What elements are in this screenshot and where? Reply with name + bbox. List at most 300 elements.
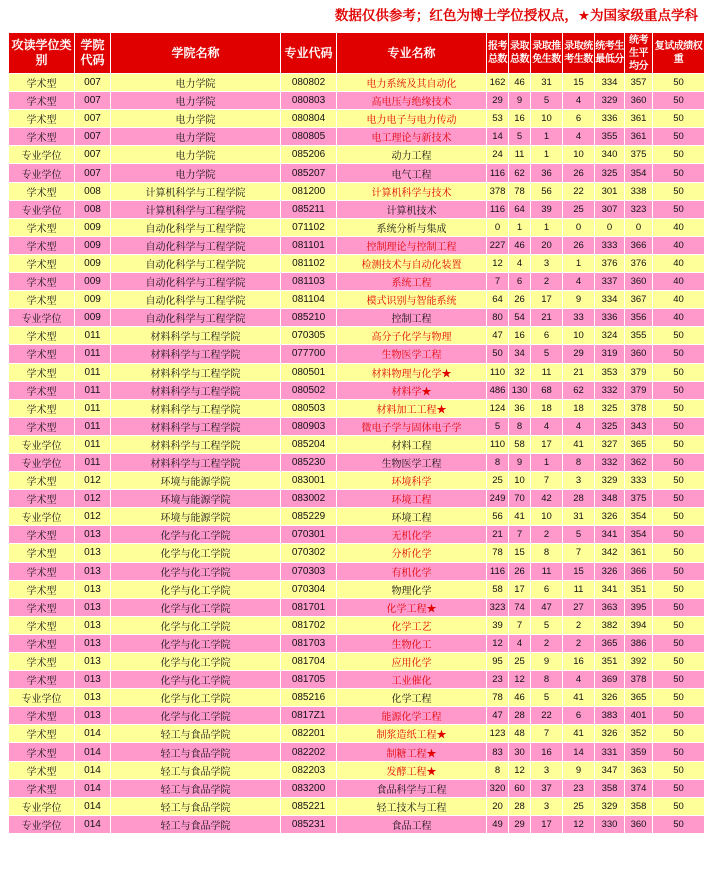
cell-degree-type: 学术型 [9,74,75,92]
cell-avg-score: 366 [625,562,653,580]
cell-admitted-recommended: 6 [531,327,563,345]
cell-admitted: 25 [509,653,531,671]
cell-admitted: 64 [509,200,531,218]
cell-avg-score: 379 [625,381,653,399]
cell-college-code: 007 [75,128,111,146]
cell-admitted-recommended: 7 [531,472,563,490]
cell-admitted: 46 [509,689,531,707]
cell-college-code: 011 [75,435,111,453]
cell-retest-weight: 50 [653,381,705,399]
cell-min-score: 325 [595,164,625,182]
cell-retest-weight: 50 [653,417,705,435]
cell-major-name: 化学工艺 [337,616,487,634]
cell-avg-score: 359 [625,743,653,761]
cell-min-score: 334 [595,74,625,92]
cell-major-code: 085204 [281,435,337,453]
cell-major-name: 电气工程 [337,164,487,182]
cell-applicants: 8 [487,453,509,471]
cell-degree-type: 学术型 [9,236,75,254]
cell-admitted-exam: 28 [563,490,595,508]
cell-admitted-recommended: 17 [531,291,563,309]
cell-admitted-recommended: 8 [531,544,563,562]
cell-retest-weight: 50 [653,653,705,671]
cell-retest-weight: 50 [653,562,705,580]
cell-major-name: 系统分析与集成 [337,218,487,236]
admission-table [8,32,705,834]
cell-college-code: 013 [75,671,111,689]
table-row [9,689,705,707]
cell-applicants: 249 [487,490,509,508]
cell-college-code: 011 [75,363,111,381]
cell-degree-type: 学术型 [9,218,75,236]
cell-admitted-recommended: 20 [531,236,563,254]
table-row [9,671,705,689]
cell-college-code: 014 [75,779,111,797]
cell-admitted: 9 [509,92,531,110]
table-row [9,146,705,164]
cell-degree-type: 专业学位 [9,200,75,218]
cell-retest-weight: 50 [653,634,705,652]
cell-major-code: 082203 [281,761,337,779]
cell-applicants: 320 [487,779,509,797]
cell-min-score: 326 [595,562,625,580]
cell-major-name: 轻工技术与工程 [337,797,487,815]
cell-retest-weight: 40 [653,218,705,236]
cell-major-name: 工业催化 [337,671,487,689]
cell-major-code: 077700 [281,345,337,363]
table-row [9,562,705,580]
cell-major-code: 082202 [281,743,337,761]
cell-major-name: 食品工程 [337,815,487,833]
cell-degree-type: 学术型 [9,580,75,598]
table-row [9,743,705,761]
cell-retest-weight: 50 [653,707,705,725]
table-row [9,761,705,779]
cell-avg-score: 392 [625,653,653,671]
cell-admitted-recommended: 39 [531,200,563,218]
cell-applicants: 23 [487,671,509,689]
cell-avg-score: 367 [625,291,653,309]
cell-major-code: 080805 [281,128,337,146]
cell-admitted-recommended: 56 [531,182,563,200]
cell-major-name: 环境工程 [337,490,487,508]
cell-avg-score: 378 [625,671,653,689]
cell-admitted-recommended: 2 [531,634,563,652]
cell-applicants: 5 [487,417,509,435]
cell-degree-type: 学术型 [9,743,75,761]
cell-college-code: 014 [75,797,111,815]
table-row [9,707,705,725]
cell-college-code: 014 [75,743,111,761]
cell-admitted: 78 [509,182,531,200]
table-row [9,616,705,634]
cell-college-code: 013 [75,616,111,634]
cell-admitted-exam: 25 [563,797,595,815]
cell-admitted-recommended: 68 [531,381,563,399]
cell-applicants: 12 [487,254,509,272]
cell-admitted-recommended: 11 [531,562,563,580]
cell-admitted-exam: 41 [563,435,595,453]
cell-retest-weight: 40 [653,309,705,327]
cell-admitted-recommended: 11 [531,363,563,381]
cell-college-name: 计算机科学与工程学院 [111,182,281,200]
cell-college-code: 013 [75,707,111,725]
cell-college-name: 材料科学与工程学院 [111,345,281,363]
cell-avg-score: 363 [625,761,653,779]
cell-major-code: 085230 [281,453,337,471]
cell-major-name: 计算机科学与技术 [337,182,487,200]
cell-degree-type: 专业学位 [9,797,75,815]
cell-applicants: 378 [487,182,509,200]
cell-degree-type: 学术型 [9,779,75,797]
cell-admitted-exam: 23 [563,779,595,797]
cell-college-code: 013 [75,544,111,562]
cell-retest-weight: 50 [653,345,705,363]
cell-applicants: 24 [487,146,509,164]
cell-major-code: 070304 [281,580,337,598]
cell-college-name: 自动化科学与工程学院 [111,236,281,254]
cell-major-name: 检测技术与自动化装置 [337,254,487,272]
cell-avg-score: 354 [625,526,653,544]
header-applicants: 报考总数 [487,33,509,74]
cell-admitted-exam: 21 [563,363,595,381]
table-row [9,345,705,363]
cell-retest-weight: 50 [653,598,705,616]
cell-major-code: 082201 [281,725,337,743]
cell-college-name: 材料科学与工程学院 [111,453,281,471]
cell-admitted: 60 [509,779,531,797]
cell-avg-score: 343 [625,417,653,435]
cell-college-name: 化学与化工学院 [111,598,281,616]
cell-college-code: 007 [75,92,111,110]
cell-college-name: 环境与能源学院 [111,508,281,526]
cell-retest-weight: 50 [653,92,705,110]
cell-min-score: 336 [595,309,625,327]
cell-degree-type: 专业学位 [9,815,75,833]
table-row [9,92,705,110]
cell-min-score: 342 [595,544,625,562]
cell-admitted-exam: 4 [563,128,595,146]
cell-major-name: 高分子化学与物理 [337,327,487,345]
cell-major-code: 080803 [281,92,337,110]
cell-college-code: 009 [75,254,111,272]
table-row [9,526,705,544]
cell-admitted-recommended: 3 [531,254,563,272]
cell-admitted: 16 [509,110,531,128]
cell-admitted-recommended: 10 [531,110,563,128]
cell-college-name: 轻工与食品学院 [111,725,281,743]
cell-applicants: 53 [487,110,509,128]
header-avg-score: 统考生平均分 [625,33,653,74]
cell-admitted-recommended: 47 [531,598,563,616]
cell-admitted-exam: 4 [563,273,595,291]
cell-admitted-recommended: 31 [531,74,563,92]
cell-admitted-exam: 9 [563,761,595,779]
cell-admitted-recommended: 16 [531,743,563,761]
table-row [9,634,705,652]
table-row [9,164,705,182]
table-row [9,653,705,671]
cell-major-name: 应用化学 [337,653,487,671]
table-row [9,435,705,453]
cell-avg-score: 333 [625,472,653,490]
cell-admitted: 4 [509,254,531,272]
cell-admitted-recommended: 2 [531,526,563,544]
cell-admitted: 9 [509,453,531,471]
cell-college-name: 轻工与食品学院 [111,797,281,815]
cell-major-code: 085229 [281,508,337,526]
cell-college-name: 电力学院 [111,128,281,146]
cell-min-score: 341 [595,526,625,544]
cell-major-name: 控制工程 [337,309,487,327]
cell-applicants: 95 [487,653,509,671]
cell-admitted-recommended: 22 [531,707,563,725]
cell-applicants: 21 [487,526,509,544]
cell-college-code: 013 [75,526,111,544]
cell-min-score: 376 [595,254,625,272]
cell-major-name: 发酵工程★ [337,761,487,779]
cell-admitted-recommended: 10 [531,508,563,526]
cell-admitted: 41 [509,508,531,526]
cell-retest-weight: 50 [653,815,705,833]
cell-admitted-recommended: 17 [531,815,563,833]
cell-retest-weight: 50 [653,128,705,146]
cell-degree-type: 学术型 [9,707,75,725]
cell-major-name: 系统工程 [337,273,487,291]
cell-college-name: 化学与化工学院 [111,544,281,562]
cell-degree-type: 学术型 [9,381,75,399]
cell-college-name: 轻工与食品学院 [111,815,281,833]
cell-major-name: 制糖工程★ [337,743,487,761]
cell-min-score: 369 [595,671,625,689]
cell-applicants: 20 [487,797,509,815]
cell-major-name: 无机化学 [337,526,487,544]
cell-admitted: 130 [509,381,531,399]
cell-major-code: 085210 [281,309,337,327]
cell-major-name: 生物化工 [337,634,487,652]
cell-major-name: 材料工程 [337,435,487,453]
cell-major-code: 083200 [281,779,337,797]
cell-admitted: 5 [509,128,531,146]
cell-min-score: 382 [595,616,625,634]
cell-min-score: 329 [595,92,625,110]
table-header [9,33,705,74]
cell-admitted-exam: 2 [563,616,595,634]
header-major-code: 专业代码 [281,33,337,74]
cell-major-code: 071102 [281,218,337,236]
table-row [9,128,705,146]
cell-major-code: 080501 [281,363,337,381]
table-row [9,417,705,435]
cell-admitted-recommended: 18 [531,399,563,417]
cell-college-name: 自动化科学与工程学院 [111,273,281,291]
cell-admitted-exam: 6 [563,110,595,128]
cell-min-score: 355 [595,128,625,146]
cell-admitted: 10 [509,472,531,490]
cell-college-name: 化学与化工学院 [111,653,281,671]
cell-college-name: 材料科学与工程学院 [111,381,281,399]
cell-major-code: 080502 [281,381,337,399]
cell-admitted: 28 [509,707,531,725]
table-row [9,544,705,562]
cell-college-code: 007 [75,146,111,164]
cell-admitted-recommended: 42 [531,490,563,508]
cell-retest-weight: 50 [653,327,705,345]
cell-retest-weight: 50 [653,146,705,164]
cell-degree-type: 学术型 [9,92,75,110]
cell-degree-type: 学术型 [9,616,75,634]
cell-college-code: 009 [75,309,111,327]
cell-avg-score: 360 [625,92,653,110]
cell-degree-type: 专业学位 [9,453,75,471]
cell-degree-type: 学术型 [9,110,75,128]
cell-college-code: 013 [75,634,111,652]
cell-college-code: 014 [75,725,111,743]
table-row [9,309,705,327]
cell-degree-type: 学术型 [9,544,75,562]
cell-retest-weight: 50 [653,399,705,417]
cell-avg-score: 0 [625,218,653,236]
table-row [9,327,705,345]
table-row [9,508,705,526]
cell-admitted-exam: 10 [563,146,595,164]
cell-degree-type: 学术型 [9,291,75,309]
cell-degree-type: 专业学位 [9,146,75,164]
cell-min-score: 333 [595,236,625,254]
cell-admitted-exam: 0 [563,218,595,236]
cell-major-code: 081104 [281,291,337,309]
cell-admitted-recommended: 3 [531,797,563,815]
cell-admitted: 70 [509,490,531,508]
cell-avg-score: 354 [625,508,653,526]
cell-college-code: 013 [75,598,111,616]
cell-college-code: 013 [75,689,111,707]
cell-degree-type: 专业学位 [9,508,75,526]
cell-degree-type: 学术型 [9,399,75,417]
cell-applicants: 50 [487,345,509,363]
table-row [9,182,705,200]
cell-major-code: 070305 [281,327,337,345]
cell-min-score: 319 [595,345,625,363]
cell-admitted: 46 [509,74,531,92]
cell-college-name: 电力学院 [111,74,281,92]
cell-admitted-exam: 15 [563,562,595,580]
header-min-score: 统考生最低分 [595,33,625,74]
cell-avg-score: 379 [625,363,653,381]
cell-admitted-recommended: 17 [531,435,563,453]
cell-admitted-recommended: 5 [531,616,563,634]
cell-degree-type: 学术型 [9,671,75,689]
cell-min-score: 337 [595,273,625,291]
cell-major-code: 081702 [281,616,337,634]
cell-retest-weight: 50 [653,544,705,562]
cell-admitted: 16 [509,327,531,345]
cell-admitted-recommended: 3 [531,761,563,779]
cell-college-code: 011 [75,399,111,417]
cell-applicants: 29 [487,92,509,110]
cell-min-score: 348 [595,490,625,508]
cell-admitted-exam: 26 [563,164,595,182]
cell-college-name: 环境与能源学院 [111,472,281,490]
cell-applicants: 58 [487,580,509,598]
cell-admitted: 46 [509,236,531,254]
cell-admitted-exam: 26 [563,236,595,254]
cell-major-name: 生物医学工程 [337,345,487,363]
cell-college-name: 材料科学与工程学院 [111,417,281,435]
cell-retest-weight: 40 [653,273,705,291]
cell-major-code: 081101 [281,236,337,254]
cell-min-score: 330 [595,815,625,833]
cell-admitted: 6 [509,273,531,291]
cell-applicants: 56 [487,508,509,526]
cell-college-name: 电力学院 [111,164,281,182]
cell-college-name: 化学与化工学院 [111,562,281,580]
cell-college-name: 电力学院 [111,92,281,110]
cell-major-code: 083002 [281,490,337,508]
table-row [9,236,705,254]
cell-avg-score: 360 [625,345,653,363]
cell-applicants: 162 [487,74,509,92]
cell-admitted-exam: 11 [563,580,595,598]
cell-min-score: 358 [595,779,625,797]
cell-major-code: 085221 [281,797,337,815]
cell-applicants: 7 [487,273,509,291]
cell-college-code: 012 [75,508,111,526]
cell-admitted-exam: 7 [563,544,595,562]
cell-avg-score: 360 [625,815,653,833]
table-row [9,363,705,381]
cell-applicants: 0 [487,218,509,236]
cell-retest-weight: 50 [653,526,705,544]
table-body [9,74,705,834]
cell-admitted: 11 [509,146,531,164]
cell-college-name: 化学与化工学院 [111,634,281,652]
table-row [9,490,705,508]
cell-applicants: 78 [487,544,509,562]
table-row [9,815,705,833]
cell-major-name: 动力工程 [337,146,487,164]
cell-admitted-exam: 4 [563,417,595,435]
cell-degree-type: 学术型 [9,254,75,272]
cell-major-code: 080802 [281,74,337,92]
cell-college-name: 自动化科学与工程学院 [111,254,281,272]
cell-admitted-recommended: 37 [531,779,563,797]
cell-avg-score: 361 [625,544,653,562]
header-retest-weight: 复试成绩权重 [653,33,705,74]
cell-admitted-recommended: 2 [531,273,563,291]
cell-degree-type: 学术型 [9,363,75,381]
cell-min-score: 332 [595,381,625,399]
cell-degree-type: 学术型 [9,472,75,490]
cell-major-code: 081102 [281,254,337,272]
cell-major-name: 化学工程★ [337,598,487,616]
header-degree-type: 攻读学位类别 [9,33,75,74]
cell-avg-score: 351 [625,580,653,598]
cell-major-name: 电力系统及其自动化 [337,74,487,92]
cell-min-score: 324 [595,327,625,345]
cell-admitted-exam: 2 [563,634,595,652]
cell-admitted-exam: 25 [563,200,595,218]
cell-major-code: 083001 [281,472,337,490]
cell-retest-weight: 50 [653,797,705,815]
cell-major-name: 电工理论与新技术 [337,128,487,146]
cell-major-name: 电力电子与电力传动 [337,110,487,128]
cell-avg-score: 357 [625,74,653,92]
cell-admitted: 48 [509,725,531,743]
cell-major-name: 控制理论与控制工程 [337,236,487,254]
table-row [9,797,705,815]
table-row [9,218,705,236]
